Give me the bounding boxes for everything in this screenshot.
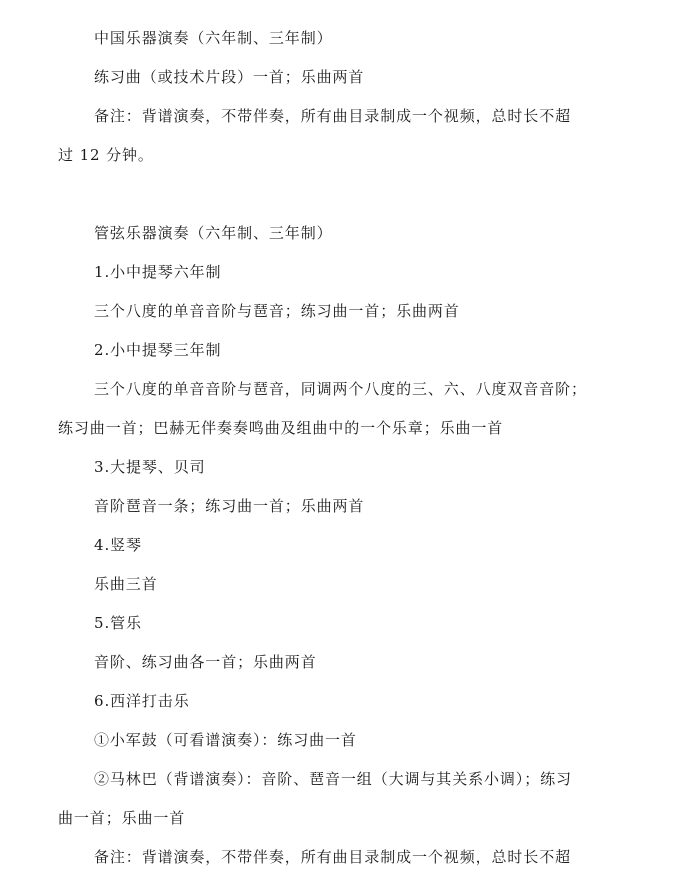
paragraph-line: ①小军鼓（可看谱演奏）：练习曲一首 <box>94 731 357 749</box>
paragraph-line: 练习曲（或技术片段）一首；乐曲两首 <box>94 68 365 86</box>
note-line: 备注：背谱演奏，不带伴奏，所有曲目录制成一个视频，总时长不超 <box>94 848 572 866</box>
paragraph-line-continuation: 曲一首；乐曲一首 <box>58 809 186 827</box>
list-item-heading: 3.大提琴、贝司 <box>94 458 206 476</box>
section-heading-chinese-instruments: 中国乐器演奏（六年制、三年制） <box>94 29 333 47</box>
paragraph-line: 音阶琶音一条；练习曲一首；乐曲两首 <box>94 497 365 515</box>
note-line-continuation: 过 12 分钟。 <box>58 146 154 164</box>
list-item-heading: 6.西洋打击乐 <box>94 692 190 710</box>
note-line: 备注：背谱演奏，不带伴奏，所有曲目录制成一个视频，总时长不超 <box>94 107 572 125</box>
list-item-heading: 4.竖琴 <box>94 536 142 554</box>
list-item-heading: 1.小中提琴六年制 <box>94 263 222 281</box>
paragraph-line-continuation: 练习曲一首；巴赫无伴奏奏鸣曲及组曲中的一个乐章；乐曲一首 <box>58 419 504 437</box>
paragraph-line: 乐曲三首 <box>94 575 158 593</box>
paragraph-line: 音阶、练习曲各一首；乐曲两首 <box>94 653 317 671</box>
paragraph-line: ②马林巴（背谱演奏）：音阶、琶音一组（大调与其关系小调）；练习 <box>94 770 572 788</box>
list-item-heading: 2.小中提琴三年制 <box>94 341 222 359</box>
list-item-heading: 5.管乐 <box>94 614 142 632</box>
paragraph-line: 三个八度的单音音阶与琶音；练习曲一首；乐曲两首 <box>94 302 460 320</box>
paragraph-line: 三个八度的单音音阶与琶音，同调两个八度的三、六、八度双音音阶； <box>94 380 587 398</box>
section-heading-orchestral-instruments: 管弦乐器演奏（六年制、三年制） <box>94 224 333 242</box>
